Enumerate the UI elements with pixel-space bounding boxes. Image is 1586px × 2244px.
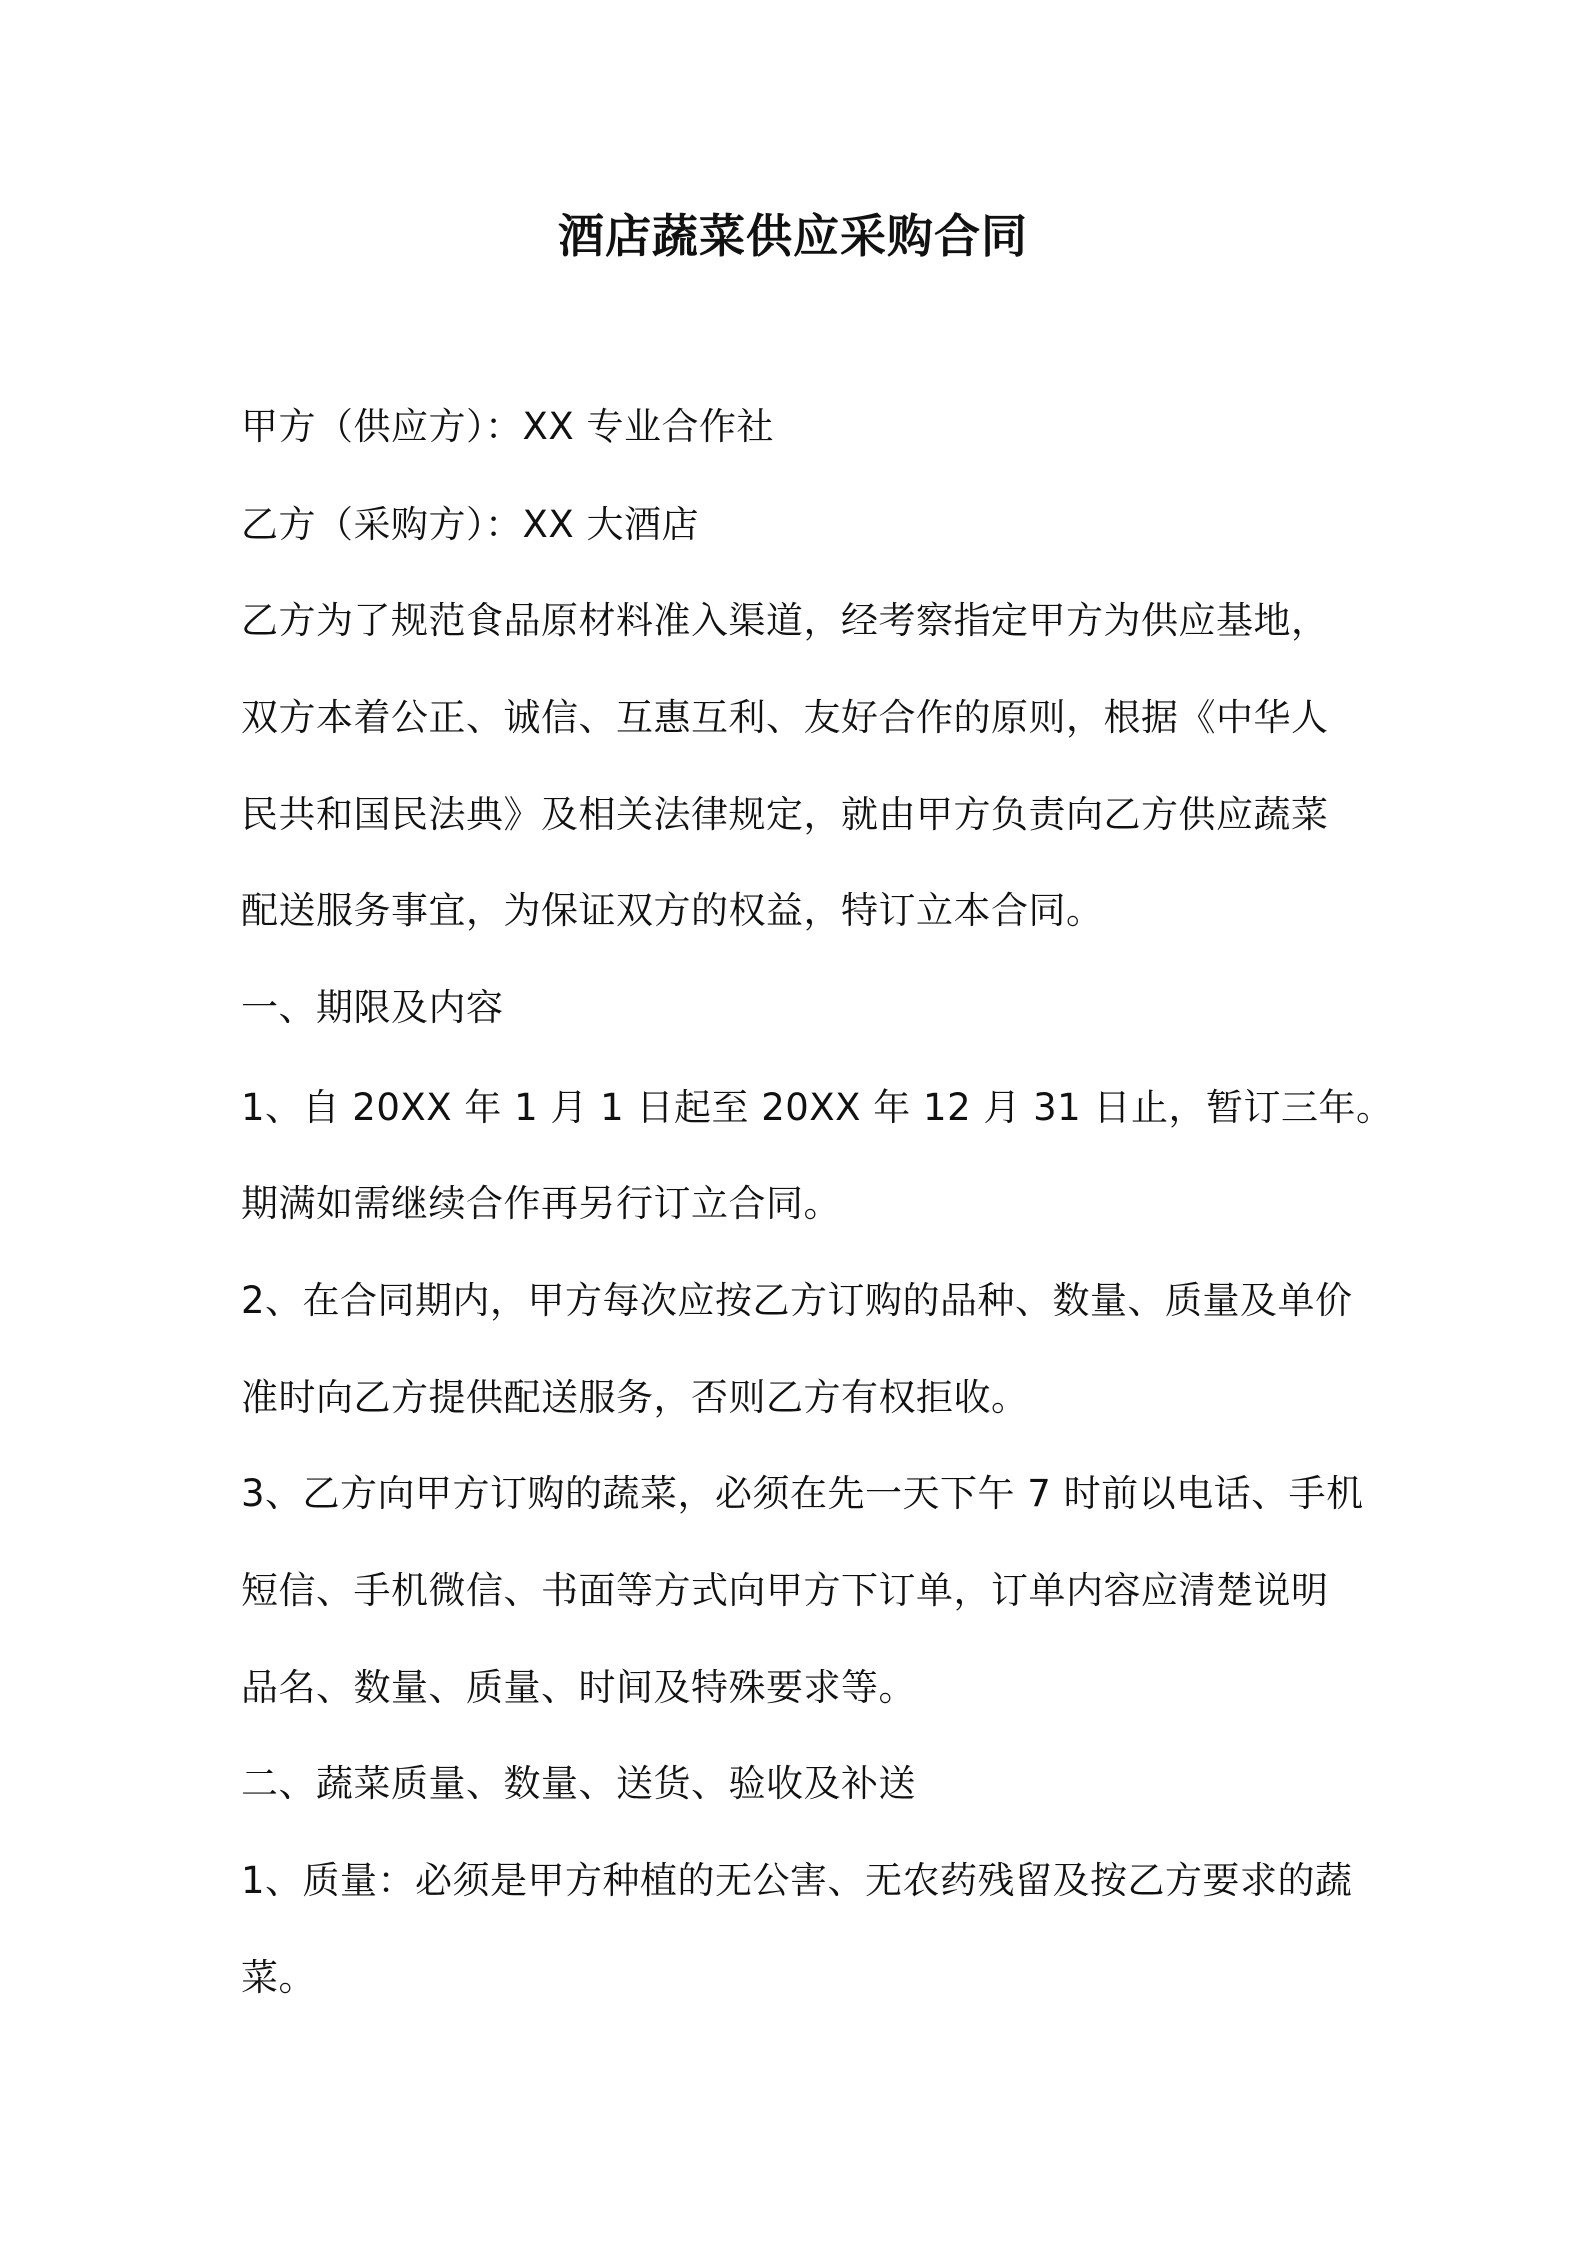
clause-line: 1、自 20XX 年 1 月 1 日起至 20XX 年 12 月 31 日止，暂订三年。 [241,1086,1394,1129]
clause-line: 2、在合同期内，甲方每次应按乙方订购的品种、数量、质量及单价 [241,1279,1353,1322]
preamble-line: 配送服务事宜，为保证双方的权益，特订立本合同。 [241,889,1104,932]
preamble-line: 双方本着公正、诚信、互惠互利、友好合作的原则，根据《中华人 [241,696,1329,739]
preamble-line: 乙方为了规范食品原材料准入渠道，经考察指定甲方为供应基地， [241,599,1329,642]
clause-line: 3、乙方向甲方订购的蔬菜，必须在先一天下午 7 时前以电话、手机 [241,1472,1364,1515]
party-b-line: 乙方（采购方）：XX 大酒店 [241,503,699,546]
preamble-line: 民共和国民法典》及相关法律规定，就由甲方负责向乙方供应蔬菜 [241,793,1329,836]
clause-line: 1、质量：必须是甲方种植的无公害、无农药残留及按乙方要求的蔬 [241,1859,1353,1902]
section-heading: 二、蔬菜质量、数量、送货、验收及补送 [241,1762,916,1805]
party-a-line: 甲方（供应方）：XX 专业合作社 [241,405,774,448]
section-heading: 一、期限及内容 [241,986,504,1029]
clause-line: 短信、手机微信、书面等方式向甲方下订单，订单内容应清楚说明 [241,1569,1329,1612]
clause-line: 期满如需继续合作再另行订立合同。 [241,1182,841,1225]
clause-line: 准时向乙方提供配送服务，否则乙方有权拒收。 [241,1376,1029,1419]
clause-line: 菜。 [241,1956,316,1999]
clause-line: 品名、数量、质量、时间及特殊要求等。 [241,1666,916,1709]
document-title: 酒店蔬菜供应采购合同 [558,209,1028,263]
